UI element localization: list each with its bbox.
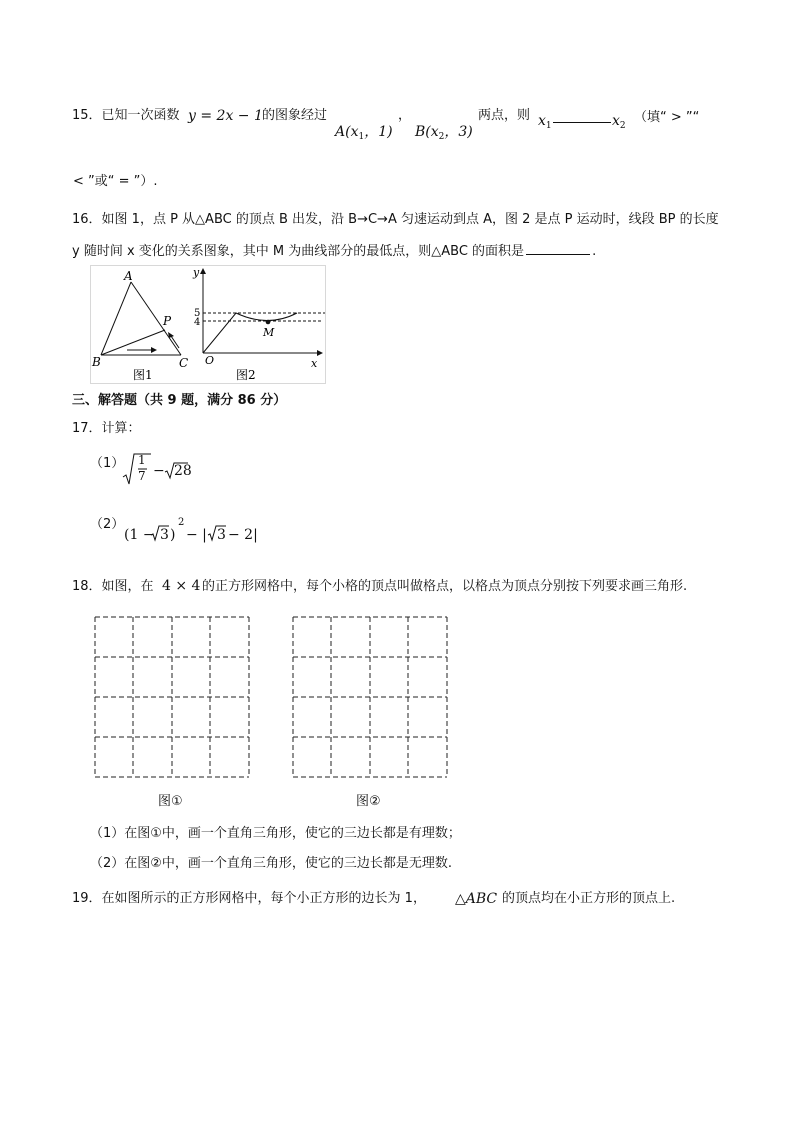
- q15-point-a-rest: ，1): [364, 124, 393, 140]
- q18-grid-size: 4 × 4: [162, 578, 201, 594]
- q17-part2-label: （2）: [90, 517, 125, 532]
- q15-line1: [72, 104, 180, 123]
- section3-title: 三、解答题（共 9 题，满分 86 分）: [72, 393, 287, 408]
- q16-text2-end: .: [592, 244, 597, 259]
- fig2-graph: [200, 268, 325, 356]
- q18-grid-2: [291, 615, 449, 780]
- q17-text: 计算：: [101, 421, 141, 436]
- q16-text1: 如图 1，点 P 从△ABC 的顶点 B 出发，沿 B→C→A 匀速运动到点 A，图 2 是点 P 运动时，线段 BP 的长度: [101, 212, 719, 227]
- q15-point-b-x: B(x: [415, 124, 439, 140]
- q18-caption-1: 图①: [158, 794, 183, 809]
- q17-line: [72, 417, 141, 436]
- fig1-label-c: C: [179, 356, 189, 370]
- q17-part1-minus: −: [153, 463, 165, 479]
- fig2-label-y: y: [193, 266, 200, 279]
- fig1-label-b: B: [92, 355, 101, 369]
- q18-sub2: （2）在图②中，画一个直角三角形，使它的三边长都是无理数.: [90, 856, 453, 871]
- q15-x2: [612, 113, 626, 131]
- q16-number: 16．: [72, 212, 102, 227]
- q16-figure-svg: [91, 266, 325, 383]
- q17-part2-exp: 2: [178, 517, 185, 528]
- fig2-label-m: M: [263, 326, 275, 339]
- q18-line: [72, 575, 154, 594]
- q17-part1-frac-den: 7: [138, 469, 146, 483]
- q15-text1: 已知一次函数: [101, 108, 180, 123]
- fig1-label-a: A: [124, 269, 133, 283]
- q15-text3: 两点，则: [478, 108, 531, 123]
- q17-part2-end: − 2|: [228, 527, 258, 543]
- q19-triangle: △ABC: [455, 891, 498, 907]
- fig2-label-x: x: [311, 357, 318, 370]
- q17-part1-expr: [121, 450, 191, 488]
- q15-text2: 的图象经过: [262, 108, 328, 123]
- q17-part2-minus: − |: [186, 527, 207, 543]
- q16-line1: [72, 208, 719, 227]
- q16-answer-blank[interactable]: [526, 241, 590, 255]
- fig2-tick-5: 5: [194, 308, 201, 319]
- q15-number: 15．: [72, 108, 102, 123]
- q18-number: 18．: [72, 579, 102, 594]
- q19-line: [72, 887, 426, 906]
- fig1-label-p: P: [163, 314, 172, 328]
- q17-part2-open: (1 −: [124, 527, 155, 543]
- q18-grid-1: [93, 615, 251, 780]
- q17-part1-label: （1）: [90, 456, 125, 471]
- q17-part2-close: ): [170, 527, 176, 543]
- q19-number: 19．: [72, 891, 102, 906]
- q16-text2: y 随时间 x 变化的关系图象，其中 M 为曲线部分的最低点，则△ABC 的面积是: [72, 244, 525, 259]
- q19-text1: 在如图所示的正方形网格中，每个小正方形的边长为 1，: [101, 891, 426, 906]
- q15-point-b: [415, 121, 473, 142]
- q15-x1-sub: 1: [545, 121, 552, 131]
- q15-point-a-sub: 1: [358, 132, 365, 142]
- q17-part1-rad: 28: [174, 463, 192, 479]
- q16-line2: [72, 240, 596, 259]
- q15-x2-var: x: [612, 113, 620, 129]
- q15-x1-var: x: [538, 113, 546, 129]
- fig2-caption: 图2: [236, 368, 256, 382]
- q17-part2-rad1: 3: [160, 527, 169, 543]
- q19-text2: 的顶点均在小正方形的顶点上.: [502, 891, 676, 906]
- q15-comma: ，: [398, 108, 412, 123]
- q18-text2: 的正方形网格中，每个小格的顶点叫做格点，以格点为顶点分别按下列要求画三角形.: [202, 579, 688, 594]
- q15-fill-end: < ”或“ = ”）.: [73, 174, 158, 189]
- q15-x1: [538, 113, 552, 131]
- q15-function: y = 2x − 1: [188, 108, 263, 124]
- fig1-caption: 图1: [133, 368, 153, 382]
- q17-number: 17．: [72, 421, 102, 436]
- fig2-label-o: O: [205, 354, 215, 367]
- q18-caption-2: 图②: [356, 794, 381, 809]
- q16-figure: [90, 265, 326, 384]
- q15-fill-start: （填“ > ”“: [634, 110, 700, 125]
- q15-answer-blank[interactable]: [553, 122, 611, 123]
- q17-part2-expr: [124, 515, 264, 547]
- q15-x2-sub: 2: [619, 121, 626, 131]
- q17-part1-frac-num: 1: [138, 453, 146, 467]
- q15-point-b-rest: ，3): [444, 124, 473, 140]
- q15-point-b-sub: 2: [438, 132, 445, 142]
- q18-text1: 如图，在: [101, 579, 154, 594]
- q15-point-a-x: A(x: [335, 124, 359, 140]
- fig2-tick-4: 4: [194, 317, 201, 328]
- q17-part2-rad2: 3: [217, 527, 226, 543]
- q18-sub1: （1）在图①中，画一个直角三角形，使它的三边长都是有理数；: [90, 826, 461, 841]
- q15-point-a: [335, 121, 393, 142]
